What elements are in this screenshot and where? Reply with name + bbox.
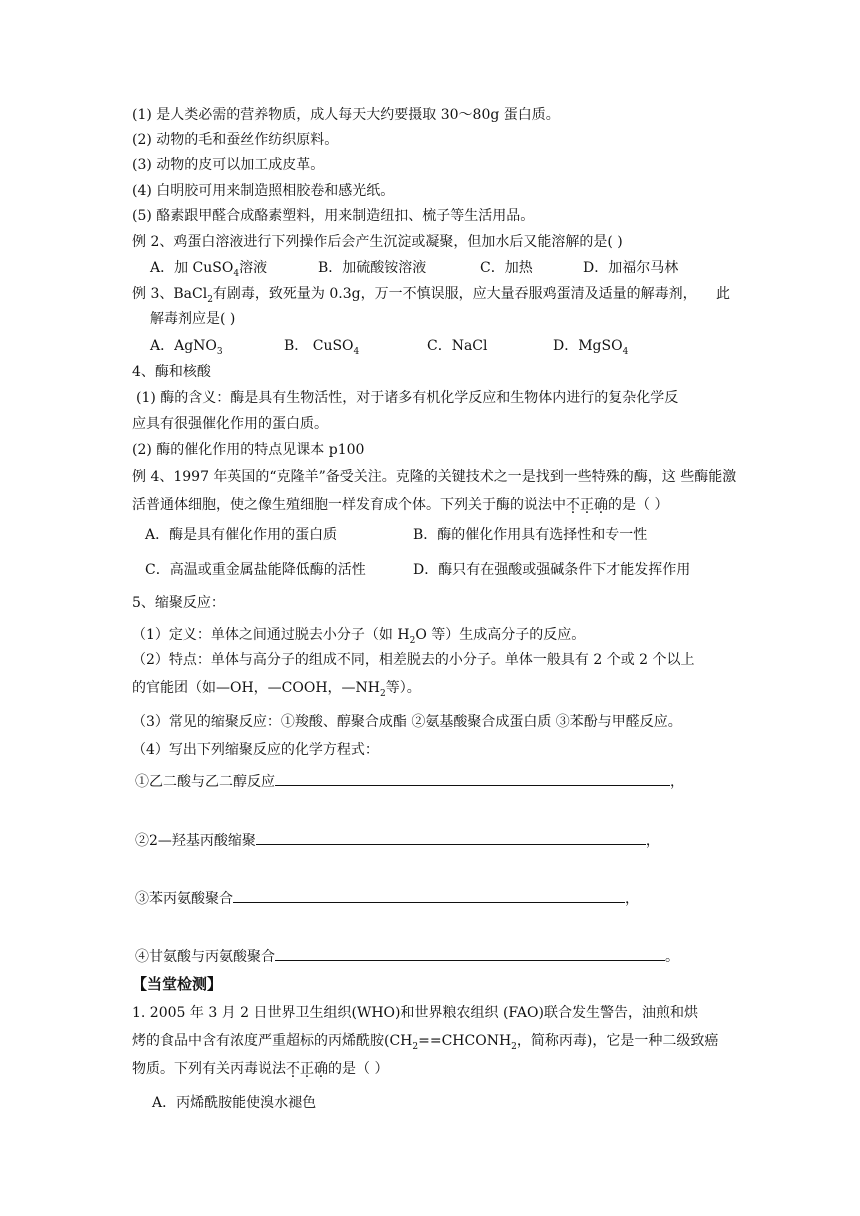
use-item: (3) 动物的皮可以加工成皮革。 [132, 157, 325, 173]
example4-option-a: A．酶是具有催化作用的蛋白质 [145, 527, 338, 543]
section5-definition: （1）定义：单体之间通过脱去小分子（如 $H_2O$ 等）生成高分子的反应。 [132, 627, 586, 646]
section5-common-reactions: （3）常见的缩聚反应：①羧酸、醇聚合成酯 ②氨基酸聚合成蛋白质 ③苯酚与甲醛反应。 [132, 714, 682, 730]
example4-option-c: C．高温或重金属盐能降低酶的活性 [145, 562, 366, 578]
equation-3: ③苯丙氨酸聚合 ， [135, 888, 639, 908]
use-item: (5) 酪素跟甲醛合成酪素塑料，用来制造纽扣、梳子等生活用品。 [132, 208, 535, 224]
example3-line2: 解毒剂应是( ) [150, 311, 236, 327]
use-item: (4) 白明胶可用来制造照相胶卷和感光纸。 [132, 183, 395, 199]
section4-definition-line1: (1) 酶的含义：酶是具有生物活性，对于诸多有机化学反应和生物体内进行的复杂化学反 [136, 390, 679, 406]
example2-option-b: B．加硫酸铵溶液 [318, 260, 427, 276]
equation-1: ①乙二酸与乙二醇反应 ， [135, 771, 684, 791]
section5-feature-line2: 的官能团（如—OH，—COOH，$—NH_2$等）。 [132, 680, 421, 699]
test-q1-line2: 烤的食品中含有浓度严重超标的丙烯酰胺($CH_2==CHCONH_2$，简称丙毒)，它是一种二级致癌 [132, 1033, 719, 1052]
example2-option-c: C．加热 [480, 260, 533, 276]
example3-option-a: A．AgNO$_3$ [150, 338, 223, 357]
test-q1-line1: 1. 2005 年 3 月 2 日世界卫生组织(WHO)和世界粮农组织 (FAO)联合发生警告，油煎和烘 [132, 1005, 698, 1021]
use-item: (1) 是人类必需的营养物质，成人每天大约要摄取 30～80g 蛋白质。 [132, 107, 560, 123]
equation-4: ④甘氨酸与丙氨酸聚合 。 [135, 946, 679, 966]
section5-feature-line1: （2）特点：单体与高分子的组成不同，相差脱去的小分子。单体一般具有 2 个或 2 个以上 [132, 652, 695, 668]
use-item: (2) 动物的毛和蚕丝作纺织原料。 [132, 132, 339, 148]
example3-line1-tail: 此 [716, 286, 730, 302]
example4-option-d: D．酶只有在强酸或强碱条件下才能发挥作用 [413, 562, 691, 578]
example3-option-c: C．NaCl [427, 338, 488, 354]
answer-blank-2[interactable] [256, 830, 646, 845]
test-q1-line3: 物质。下列有关丙毒说法不正确的是（ ） [132, 1061, 389, 1077]
example2-option-d: D．加福尔马林 [583, 260, 679, 276]
answer-blank-4[interactable] [275, 946, 665, 961]
section5-heading: 5、缩聚反应： [132, 595, 225, 611]
section5-write-prompt: （4）写出下列缩聚反应的化学方程式： [132, 742, 379, 758]
example2-question: 例 2、鸡蛋白溶液进行下列操作后会产生沉淀或凝聚，但加水后又能溶解的是( ) [132, 234, 623, 250]
example4-line1: 例 4、1997 年英国的“克隆羊”备受关注。克隆的关键技术之一是找到一些特殊的酶，这 些酶能激 [132, 469, 737, 485]
section4-heading: 4、酶和核酸 [132, 364, 211, 380]
section4-definition-line2: 应具有很强催化作用的蛋白质。 [132, 416, 328, 432]
example4-option-b: B．酶的催化作用具有选择性和专一性 [413, 527, 648, 543]
example2-option-a: A．加 CuSO$_4$溶液 [150, 260, 268, 279]
example4-line2: 活普通体细胞，使之像生殖细胞一样发育成个体。下列关于酶的说法中不正确的是（ ） [132, 497, 669, 513]
example3-line1: 例 3、BaCl$_2$有剧毒，致死量为 0.3g，万一不慎误服，应大量吞服鸡蛋清及适量的解毒剂， [132, 286, 697, 305]
test-q1-option-a: A．丙烯酰胺能使溴水褪色 [152, 1095, 317, 1111]
answer-blank-3[interactable] [233, 888, 625, 903]
example3-option-b: B． CuSO$_4$ [284, 338, 360, 357]
section4-point2: (2) 酶的催化作用的特点见课本 p100 [132, 442, 365, 458]
test-heading: 【当堂检测】 [132, 975, 223, 993]
example3-option-d: D．MgSO$_4$ [553, 338, 629, 357]
equation-2: ②2—羟基丙酸缩聚 ， [135, 830, 660, 850]
answer-blank-1[interactable] [275, 771, 670, 786]
